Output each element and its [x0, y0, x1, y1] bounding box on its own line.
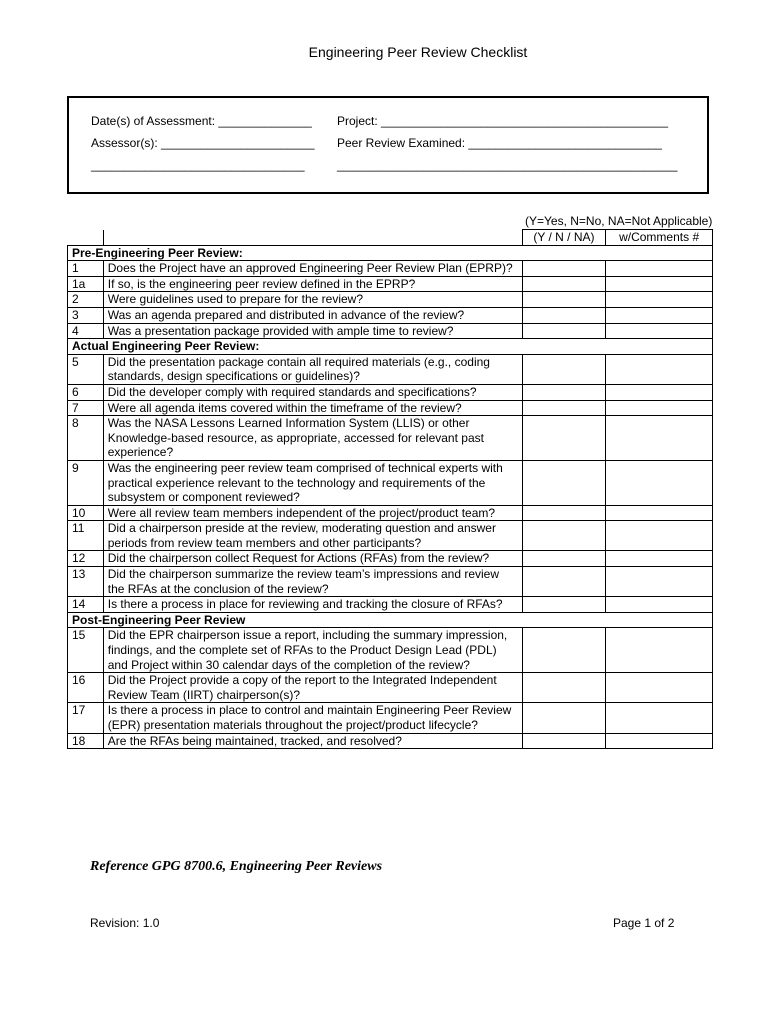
assessor-field[interactable]: Assessor(s): _______________________: [91, 136, 315, 150]
comments-cell[interactable]: [606, 460, 713, 505]
checklist-row: [68, 521, 713, 551]
section-title: Actual Engineering Peer Review:: [68, 339, 713, 355]
revision-label: Revision: 1.0: [90, 916, 160, 930]
item-question: Were guidelines used to prepare for the review?: [103, 292, 522, 308]
checklist-row: [68, 307, 713, 323]
checklist-row: [68, 703, 713, 733]
comments-cell[interactable]: [606, 521, 713, 551]
comments-cell[interactable]: [606, 551, 713, 567]
item-question: Are the RFAs being maintained, tracked, and resolved?: [103, 733, 522, 749]
answer-cell[interactable]: [522, 261, 606, 277]
item-question: Was an agenda prepared and distributed in advance of the review?: [103, 307, 522, 323]
date-of-assessment-field[interactable]: Date(s) of Assessment: ______________: [91, 114, 312, 128]
answer-cell[interactable]: [522, 416, 606, 461]
section-header-row: [68, 612, 713, 628]
item-number: 7: [68, 400, 104, 416]
reference-note: Reference GPG 8700.6, Engineering Peer Reviews: [90, 859, 383, 874]
item-question: Were all review team members independent of the project/product team?: [103, 505, 522, 521]
item-number: 12: [68, 551, 104, 567]
item-number: 6: [68, 384, 104, 400]
item-question: Did the chairperson collect Request for Actions (RFAs) from the review?: [103, 551, 522, 567]
comments-cell[interactable]: [606, 400, 713, 416]
assessment-info-box: [67, 96, 709, 194]
answer-cell[interactable]: [522, 307, 606, 323]
item-number: 9: [68, 460, 104, 505]
checklist-row: [68, 384, 713, 400]
answer-cell[interactable]: [522, 521, 606, 551]
item-question: If so, is the engineering peer review defined in the EPRP?: [103, 276, 522, 292]
item-number: 17: [68, 703, 104, 733]
comments-cell[interactable]: [606, 733, 713, 749]
answer-cell[interactable]: [522, 703, 606, 733]
peer-review-examined-field[interactable]: Peer Review Examined: _____________________________: [337, 136, 662, 150]
item-number: 5: [68, 354, 104, 384]
checklist-row: [68, 567, 713, 597]
checklist-row: [68, 505, 713, 521]
answer-cell[interactable]: [522, 551, 606, 567]
comments-cell[interactable]: [606, 261, 713, 277]
item-question: Is there a process in place for reviewing and tracking the closure of RFAs?: [103, 597, 522, 613]
answer-cell[interactable]: [522, 384, 606, 400]
comments-cell[interactable]: [606, 323, 713, 339]
answer-column-header: (Y / N / NA): [522, 230, 606, 246]
item-question: Was a presentation package provided with ample time to review?: [103, 323, 522, 339]
checklist-row: [68, 551, 713, 567]
comments-cell[interactable]: [606, 307, 713, 323]
answer-cell[interactable]: [522, 505, 606, 521]
checklist-row: [68, 261, 713, 277]
comments-cell[interactable]: [606, 597, 713, 613]
checklist-row: [68, 597, 713, 613]
checklist-row: [68, 323, 713, 339]
item-question: Were all agenda items covered within the timeframe of the review?: [103, 400, 522, 416]
answer-cell[interactable]: [522, 292, 606, 308]
answer-cell[interactable]: [522, 567, 606, 597]
item-question: Was the engineering peer review team comprised of technical experts with practical experience relevant to the technology and requirements of the subsystem or component reviewed?: [103, 460, 522, 505]
column-header-row: [68, 230, 713, 246]
section-title: Post-Engineering Peer Review: [68, 612, 713, 628]
item-question: Is there a process in place to control and maintain Engineering Peer Review (EPR) presentation materials throughout the project/product lifecycle?: [103, 703, 522, 733]
item-question: Did the chairperson summarize the review team’s impressions and review the RFAs at the conclusion of the review?: [103, 567, 522, 597]
item-number: 15: [68, 628, 104, 673]
checklist-row: [68, 416, 713, 461]
item-number: 8: [68, 416, 104, 461]
comments-cell[interactable]: [606, 416, 713, 461]
answer-cell[interactable]: [522, 460, 606, 505]
comments-cell[interactable]: [606, 673, 713, 703]
section-header-row: [68, 245, 713, 261]
checklist-row: [68, 628, 713, 673]
item-number: 1: [68, 261, 104, 277]
item-number: 4: [68, 323, 104, 339]
answer-cell[interactable]: [522, 354, 606, 384]
comments-column-header: w/Comments #: [606, 230, 713, 246]
blank-line-right[interactable]: ___________________________________________________: [337, 158, 678, 172]
answer-cell[interactable]: [522, 400, 606, 416]
comments-cell[interactable]: [606, 567, 713, 597]
checklist-row: [68, 460, 713, 505]
checklist-row: [68, 673, 713, 703]
checklist-row: [68, 276, 713, 292]
section-title: Pre-Engineering Peer Review:: [68, 245, 713, 261]
item-number: 18: [68, 733, 104, 749]
comments-cell[interactable]: [606, 292, 713, 308]
page-number: Page 1 of 2: [613, 916, 675, 930]
comments-cell[interactable]: [606, 505, 713, 521]
answer-cell[interactable]: [522, 597, 606, 613]
item-number: 3: [68, 307, 104, 323]
comments-cell[interactable]: [606, 628, 713, 673]
item-number: 10: [68, 505, 104, 521]
comments-cell[interactable]: [606, 354, 713, 384]
section-header-row: [68, 339, 713, 355]
item-number: 2: [68, 292, 104, 308]
comments-cell[interactable]: [606, 703, 713, 733]
item-question: Did the presentation package contain all required materials (e.g., coding standards, design specifications or guidelines)?: [103, 354, 522, 384]
checklist-row: [68, 354, 713, 384]
answer-legend: (Y=Yes, N=No, NA=Not Applicable): [525, 214, 713, 228]
blank-line-left[interactable]: ________________________________: [91, 158, 305, 172]
project-field[interactable]: Project: ___________________________________________: [337, 114, 668, 128]
answer-cell[interactable]: [522, 733, 606, 749]
answer-cell[interactable]: [522, 323, 606, 339]
checklist-row: [68, 733, 713, 749]
item-question: Did the developer comply with required standards and specifications?: [103, 384, 522, 400]
item-number: 11: [68, 521, 104, 551]
document-title: Engineering Peer Review Checklist: [308, 44, 528, 60]
checklist-row: [68, 292, 713, 308]
answer-cell[interactable]: [522, 276, 606, 292]
item-question: Did the Project provide a copy of the report to the Integrated Independent Review Team (IIRT) chairperson(s)?: [103, 673, 522, 703]
answer-cell[interactable]: [522, 628, 606, 673]
comments-cell[interactable]: [606, 276, 713, 292]
item-number: 14: [68, 597, 104, 613]
item-number: 1a: [68, 276, 104, 292]
checklist-table: [67, 229, 713, 749]
item-question: Does the Project have an approved Engineering Peer Review Plan (EPRP)?: [103, 261, 522, 277]
comments-cell[interactable]: [606, 384, 713, 400]
item-number: 13: [68, 567, 104, 597]
item-number: 16: [68, 673, 104, 703]
item-question: Did the EPR chairperson issue a report, including the summary impression, findings, and the complete set of RFAs to the Product Design Lead (PDL) and Project within 30 calendar days of the completion of the review?: [103, 628, 522, 673]
answer-cell[interactable]: [522, 673, 606, 703]
item-question: Was the NASA Lessons Learned Information System (LLIS) or other Knowledge-based resource, as appropriate, accessed for relevant past experience?: [103, 416, 522, 461]
item-question: Did a chairperson preside at the review, moderating question and answer periods from review team members and other participants?: [103, 521, 522, 551]
checklist-row: [68, 400, 713, 416]
